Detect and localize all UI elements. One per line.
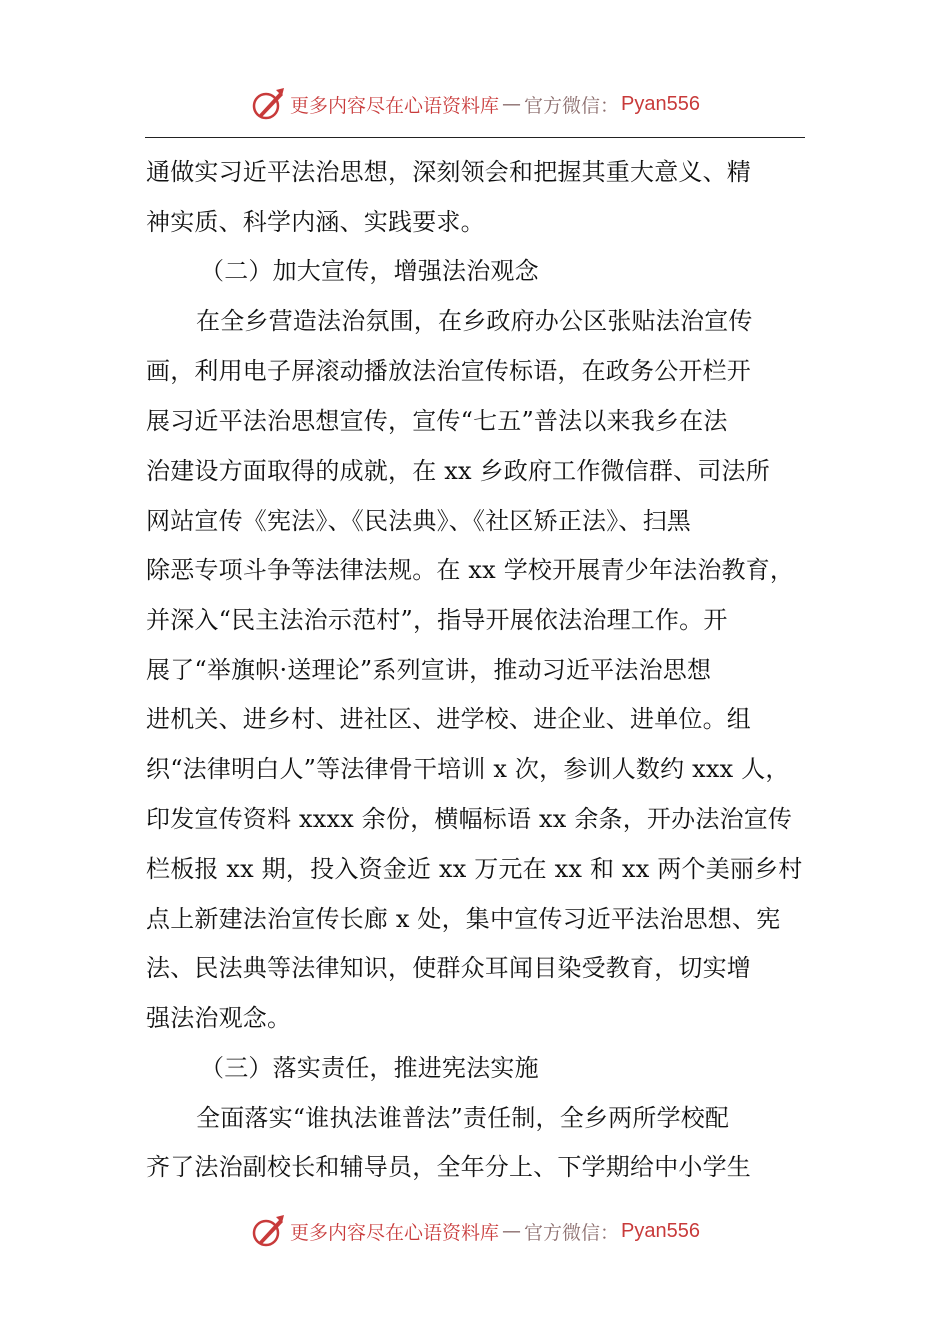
watermark-wechat-id: Pyan556 (621, 1219, 700, 1242)
text-line: 展习近平法治思想宣传，宣传“七五”普法以来我乡在法 (146, 407, 728, 435)
text-line: 展了“举旗帜·送理论”系列宣讲，推动习近平法治思想 (146, 656, 712, 684)
watermark-label: 官方微信： (524, 94, 620, 117)
text-line: 栏板报 xx 期，投入资金近 xx 万元在 xx 和 xx 两个美丽乡村 (146, 855, 803, 883)
footer-watermark (0, 1211, 950, 1251)
text-line: 画，利用电子屏滚动播放法治宣传标语，在政务公开栏开 (146, 357, 751, 385)
watermark-text: 更多内容尽在心语资料库 (290, 1221, 500, 1244)
text-line: 全面落实“谁执法谁普法”责任制，全乡两所学校配 (196, 1104, 730, 1132)
text-line: 法、民法典等法律知识，使群众耳闻目染受教育，切实增 (146, 954, 751, 982)
header-divider (145, 137, 805, 138)
text-line: 强法治观念。 (146, 1004, 292, 1032)
watermark-separator: — (502, 1220, 522, 1242)
watermark-text: 更多内容尽在心语资料库 (290, 94, 500, 117)
section-heading: （二）加大宣传，增强法治观念 (200, 257, 539, 285)
watermark-wechat-id: Pyan556 (621, 92, 700, 115)
text-line: 网站宣传《宪法》、《民法典》、《社区矫正法》、扫黑 (146, 507, 691, 535)
text-line: 在全乡营造法治氛围，在乡政府办公区张贴法治宣传 (196, 307, 753, 335)
text-line: 织“法律明白人”等法律骨干培训 x 次，参训人数约 xxx 人， (146, 755, 790, 783)
quill-logo-icon (250, 86, 286, 122)
watermark-separator: — (502, 93, 522, 115)
text-line: 进机关、进乡村、进社区、进学校、进企业、进单位。组 (146, 705, 751, 733)
text-line: 除恶专项斗争等法律法规。在 xx 学校开展青少年法治教育， (146, 556, 795, 584)
header-watermark (0, 84, 950, 124)
text-line: 齐了法治副校长和辅导员，全年分上、下学期给中小学生 (146, 1153, 751, 1181)
text-line: 通做实习近平法治思想，深刻领会和把握其重大意义、精 (146, 158, 751, 186)
text-line: 治建设方面取得的成就，在 xx 乡政府工作微信群、司法所 (146, 457, 770, 485)
text-line: 点上新建法治宣传长廊 x 处，集中宣传习近平法治思想、宪 (146, 905, 781, 933)
watermark-label: 官方微信： (524, 1221, 620, 1244)
quill-logo-icon (250, 1213, 286, 1249)
text-line: 神实质、科学内涵、实践要求。 (146, 208, 485, 236)
text-line: 印发宣传资料 xxxx 余份，横幅标语 xx 余条，开办法治宣传 (146, 805, 793, 833)
text-line: 并深入“民主法治示范村”，指导开展依法治理工作。开 (146, 606, 728, 634)
section-heading: （三）落实责任，推进宪法实施 (200, 1054, 539, 1082)
